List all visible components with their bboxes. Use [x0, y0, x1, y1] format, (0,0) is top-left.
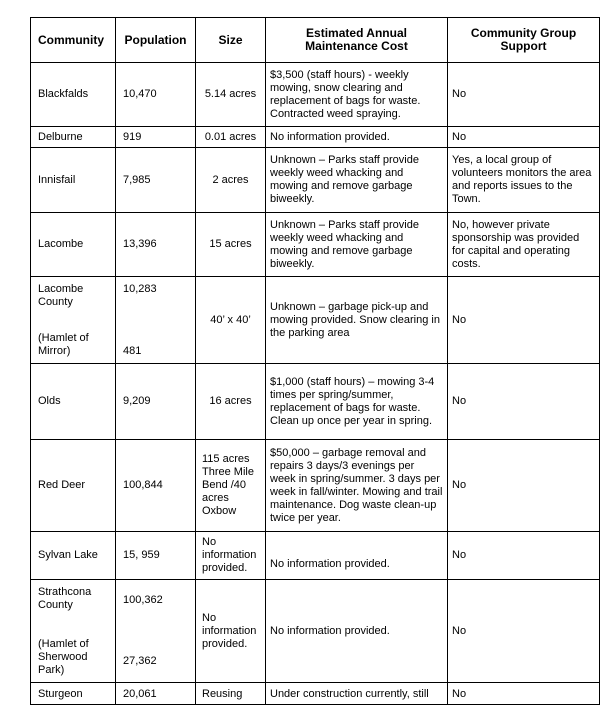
population-cell: 9,209 — [116, 364, 196, 440]
community-cell: Sylvan Lake — [31, 532, 116, 580]
community-name: Lacombe County — [38, 283, 84, 308]
community-subname: (Hamlet of Mirror) — [38, 332, 89, 357]
community-name: Strathcona County — [38, 586, 92, 611]
size-cell: 40’ x 40’ — [196, 277, 266, 364]
cost-cell: $50,000 – garbage removal and repairs 3 days/3 evenings per week in spring/summer. 3 days per week in fall/winter. Mowing and trail maintenance. Dog waste clean-up twice per year. — [266, 440, 448, 532]
population-cell: 100,844 — [116, 440, 196, 532]
cost-cell: $3,500 (staff hours) - weekly mowing, snow clearing and replacement of bags for waste. Contracted weed spraying. — [266, 63, 448, 127]
community-subname: (Hamlet of Sherwood Park) — [38, 638, 89, 676]
community-cell: Blackfalds — [31, 63, 116, 127]
size-cell: Reusing — [196, 683, 266, 705]
cost-cell: No information provided. — [266, 580, 448, 683]
header-size: Size — [196, 18, 266, 63]
community-cell: Red Deer — [31, 440, 116, 532]
cost-cell: $1,000 (staff hours) – mowing 3-4 times per spring/summer, replacement of bags for waste. Clean up once per year in spring. — [266, 364, 448, 440]
size-cell: 2 acres — [196, 148, 266, 213]
support-cell: No — [448, 63, 600, 127]
population-subvalue: 481 — [123, 345, 142, 357]
table-row — [31, 148, 600, 213]
population-value: 100,362 — [123, 594, 163, 606]
table-row — [31, 63, 600, 127]
community-cell — [31, 277, 116, 364]
size-cell: 15 acres — [196, 213, 266, 277]
header-community: Community — [31, 18, 116, 63]
cost-cell: No information provided. — [266, 532, 448, 580]
cost-cell: Under construction currently, still — [266, 683, 448, 705]
cost-cell: No information provided. — [266, 127, 448, 148]
population-cell — [116, 277, 196, 364]
cost-cell: Unknown – garbage pick-up and mowing provided. Snow clearing in the parking area — [266, 277, 448, 364]
table-row — [31, 580, 600, 683]
community-cell: Delburne — [31, 127, 116, 148]
support-cell: Yes, a local group of volunteers monitors the area and reports issues to the Town. — [448, 148, 600, 213]
cost-cell: Unknown – Parks staff provide weekly weed whacking and mowing and remove garbage biweekly. — [266, 148, 448, 213]
header-row — [31, 18, 600, 63]
size-cell: No information provided. — [196, 580, 266, 683]
table-row — [31, 213, 600, 277]
support-cell: No — [448, 440, 600, 532]
population-cell: 13,396 — [116, 213, 196, 277]
community-cell: Lacombe — [31, 213, 116, 277]
size-cell: 115 acres Three Mile Bend /40 acres Oxbow — [196, 440, 266, 532]
support-cell: No — [448, 127, 600, 148]
community-cell: Olds — [31, 364, 116, 440]
size-cell: 5.14 acres — [196, 63, 266, 127]
table-row — [31, 127, 600, 148]
population-cell: 20,061 — [116, 683, 196, 705]
table-row — [31, 364, 600, 440]
table-row — [31, 277, 600, 364]
population-cell — [116, 580, 196, 683]
support-cell: No — [448, 364, 600, 440]
population-cell: 7,985 — [116, 148, 196, 213]
population-cell: 15, 959 — [116, 532, 196, 580]
table-row — [31, 440, 600, 532]
size-cell: No information provided. — [196, 532, 266, 580]
header-population: Population — [116, 18, 196, 63]
table-row — [31, 532, 600, 580]
support-cell: No, however private sponsorship was provided for capital and operating costs. — [448, 213, 600, 277]
community-cell: Innisfail — [31, 148, 116, 213]
population-subvalue: 27,362 — [123, 655, 157, 667]
header-support: Community Group Support — [448, 18, 600, 63]
cost-cell: Unknown – Parks staff provide weekly weed whacking and mowing and remove garbage biweekly. — [266, 213, 448, 277]
community-cell: Sturgeon — [31, 683, 116, 705]
support-cell: No — [448, 683, 600, 705]
support-cell: No — [448, 580, 600, 683]
community-cell — [31, 580, 116, 683]
support-cell: No — [448, 277, 600, 364]
population-cell: 919 — [116, 127, 196, 148]
size-cell: 0.01 acres — [196, 127, 266, 148]
header-cost: Estimated Annual Maintenance Cost — [266, 18, 448, 63]
maintenance-table — [30, 17, 600, 705]
size-cell: 16 acres — [196, 364, 266, 440]
population-cell: 10,470 — [116, 63, 196, 127]
support-cell: No — [448, 532, 600, 580]
table-row — [31, 683, 600, 705]
population-value: 10,283 — [123, 283, 157, 295]
